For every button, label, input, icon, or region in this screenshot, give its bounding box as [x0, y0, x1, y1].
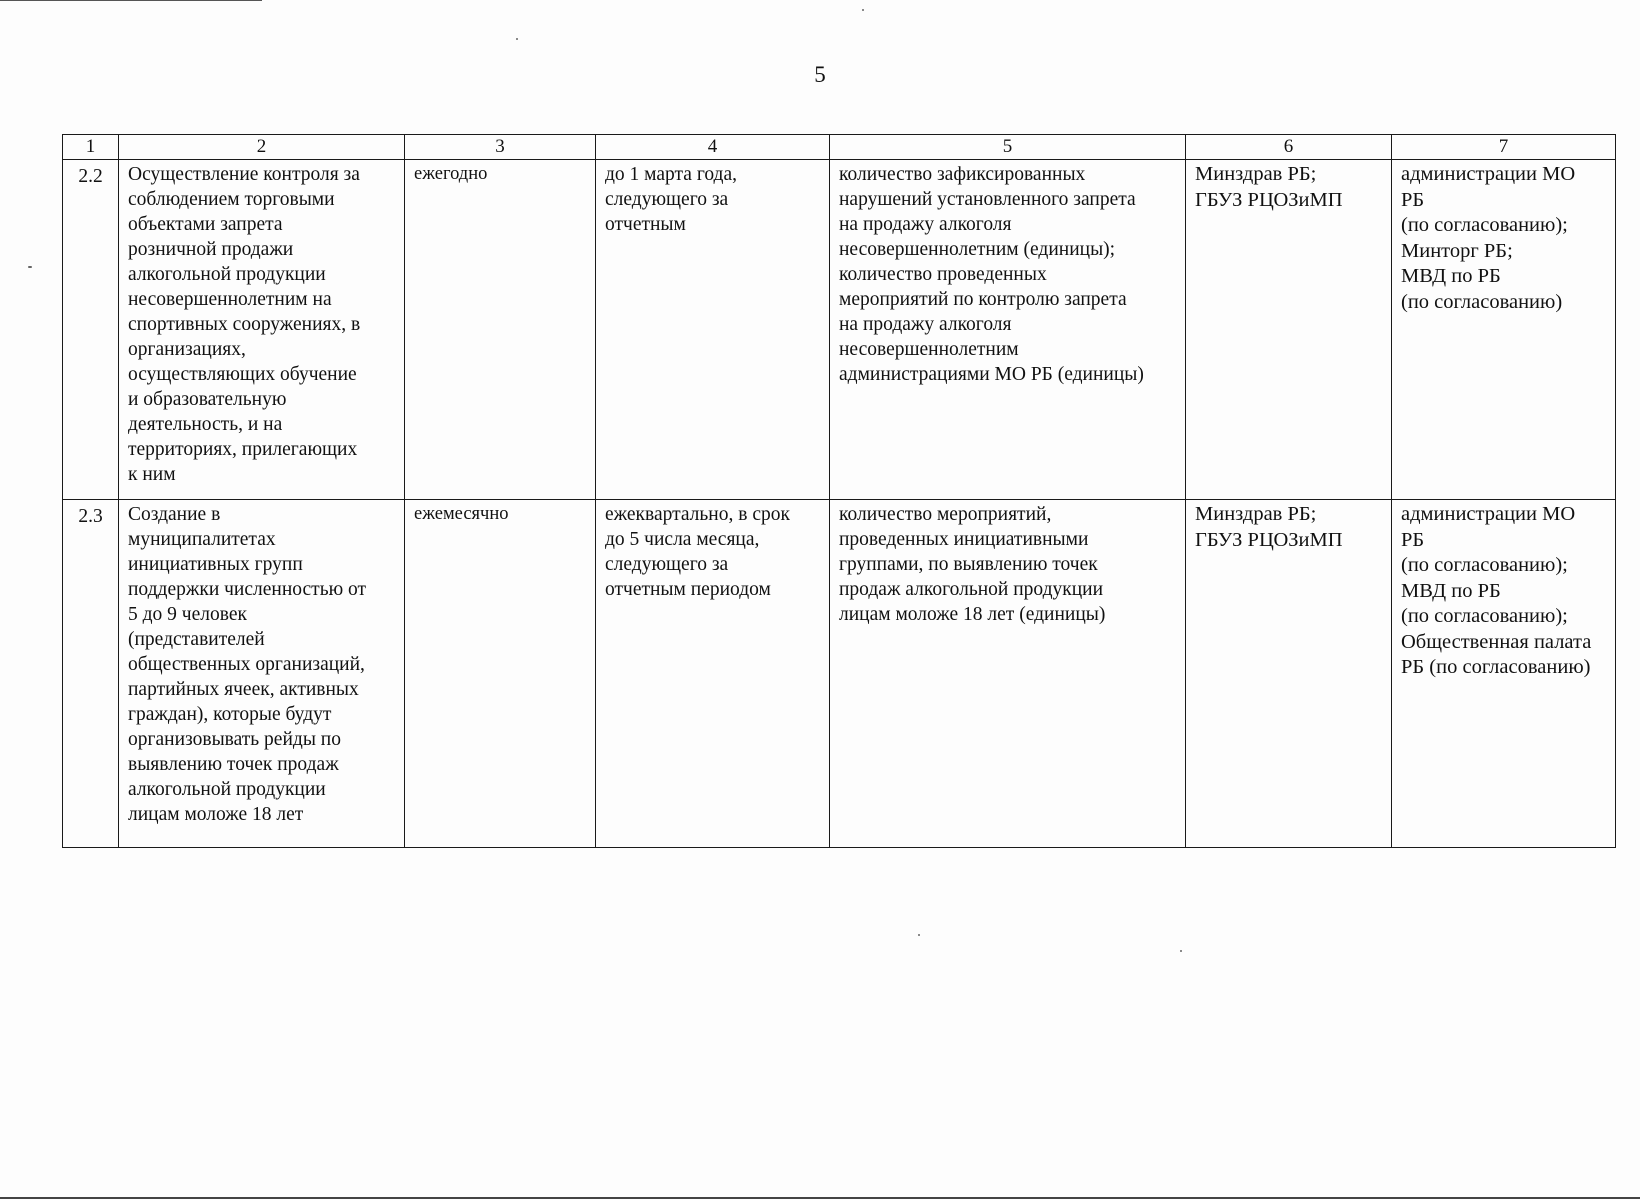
measure-description: Осуществление контроля за соблюдением торговыми объектами запрета розничной продажи алкогольной продукции несовершеннолетним на спортивных сооружениях, в организациях, осуществляющих обучение и образовательную деятельность, и на территориях, прилегающих к ним [119, 160, 405, 500]
frequency: ежемесячно [405, 500, 596, 848]
measures-table [62, 134, 1616, 848]
column-number-cell: 4 [596, 135, 830, 160]
coexecutors: администрации МО РБ (по согласованию); Минторг РБ; МВД по РБ (по согласованию) [1392, 160, 1616, 500]
table-row [63, 500, 1616, 848]
table-row [63, 160, 1616, 500]
scan-speck [918, 934, 920, 936]
scan-speck [862, 9, 864, 11]
column-number-cell: 5 [830, 135, 1186, 160]
responsible: Минздрав РБ; ГБУЗ РЦОЗиМП [1186, 500, 1392, 848]
frequency: ежегодно [405, 160, 596, 500]
scan-speck [516, 38, 518, 40]
scan-speck [1180, 950, 1182, 952]
coexecutors: администрации МО РБ (по согласованию); МВД по РБ (по согласованию); Общественная палата РБ (по согласованию) [1392, 500, 1616, 848]
deadline: ежеквартально, в срок до 5 числа месяца, следующего за отчетным периодом [596, 500, 830, 848]
row-number: 2.2 [63, 160, 119, 500]
scan-edge-line-bottom [0, 1197, 1640, 1199]
column-number-cell: 7 [1392, 135, 1616, 160]
measure-description: Создание в муниципалитетах инициативных групп поддержки численностью от 5 до 9 человек (представителей общественных организаций, партийных ячеек, активных граждан), которые будут организовывать рейды по выявлению точек продаж алкогольной продукции лицам моложе 18 лет [119, 500, 405, 848]
column-number-row [63, 135, 1616, 160]
responsible: Минздрав РБ; ГБУЗ РЦОЗиМП [1186, 160, 1392, 500]
column-number-cell: 2 [119, 135, 405, 160]
column-number-cell: 6 [1186, 135, 1392, 160]
row-number: 2.3 [63, 500, 119, 848]
deadline: до 1 марта года, следующего за отчетным [596, 160, 830, 500]
scan-edge-line-top [0, 0, 262, 1]
scan-speck [28, 266, 32, 268]
page-number: 5 [814, 62, 826, 87]
indicator: количество мероприятий, проведенных инициативными группами, по выявлению точек продаж алкогольной продукции лицам моложе 18 лет (единицы) [830, 500, 1186, 848]
indicator: количество зафиксированных нарушений установленного запрета на продажу алкоголя несовершеннолетним (единицы); количество проведенных мероприятий по контролю запрета на продажу алкоголя несовершеннолетним администрациями МО РБ (единицы) [830, 160, 1186, 500]
column-number-cell: 1 [63, 135, 119, 160]
column-number-cell: 3 [405, 135, 596, 160]
